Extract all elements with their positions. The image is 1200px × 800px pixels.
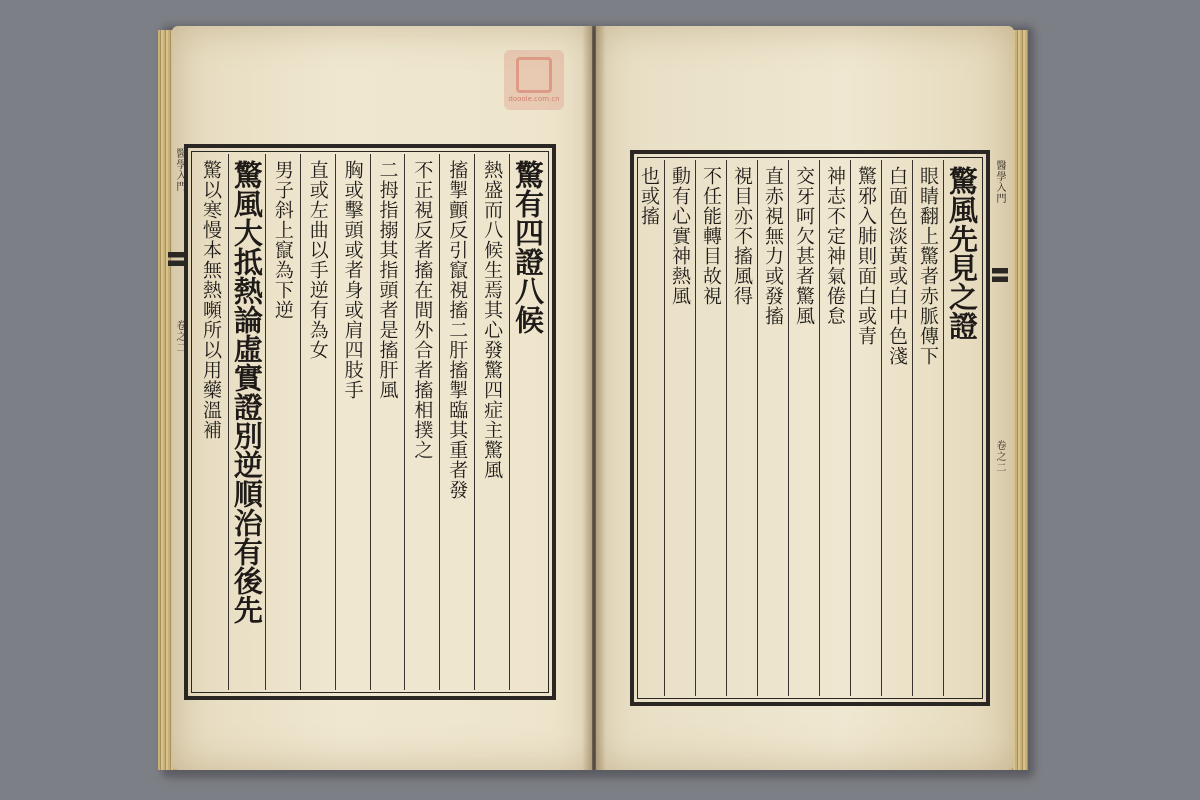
column-text: 視目亦不搐風得: [731, 166, 753, 306]
column-text: 神志不定神氣倦怠: [824, 166, 846, 326]
right-columns: [640, 160, 980, 696]
column-text: 熱盛而八候生焉其心發驚四症主驚風: [481, 160, 504, 480]
column-text: 胸或擊頭或者身或肩四肢手: [341, 160, 364, 400]
text-column: [881, 160, 912, 696]
left-columns: [194, 154, 546, 690]
text-column: [474, 154, 509, 690]
text-column: [850, 160, 881, 696]
text-column: [726, 160, 757, 696]
text-column: [819, 160, 850, 696]
column-heading-text: 驚風大抵熱論虛實證別逆順治有後先: [229, 160, 264, 624]
column-text: 驚邪入肺則面白或青: [855, 166, 877, 346]
watermark-label: dooole.com.cn: [508, 95, 560, 103]
text-column: [439, 154, 474, 690]
right-fish-tail-mark: [992, 268, 1008, 282]
text-column: [404, 154, 439, 690]
text-column: [370, 154, 405, 690]
left-text-frame: [184, 144, 556, 700]
column-text: 動有心實神熱風: [669, 166, 691, 306]
watermark-seal: [504, 50, 564, 110]
text-column: [335, 154, 370, 690]
right-margin-chapter: 卷之二: [994, 440, 1005, 473]
text-column: [943, 160, 980, 696]
text-column: [228, 154, 265, 690]
left-fish-tail-mark: [168, 252, 184, 266]
column-text: 不正視反者搐在間外合者搐相撲之: [411, 160, 434, 460]
column-text: 交牙呵欠甚者驚風: [793, 166, 815, 326]
text-column: [664, 160, 695, 696]
column-text: 二拇指搦其指頭者是搐肝風: [376, 160, 399, 400]
right-margin-strip: [990, 160, 1008, 360]
book-gutter: [582, 26, 606, 770]
seal-glyph: [516, 57, 552, 93]
text-column: [509, 154, 546, 690]
column-text: 男子斜上竄為下逆: [271, 160, 294, 320]
text-column: [788, 160, 819, 696]
column-text: 白面色淡黃或白中色淺: [886, 166, 908, 366]
column-heading-text: 驚有四證八候: [511, 160, 545, 334]
text-column: [194, 154, 228, 690]
column-text: 驚以寒慢本無熱嚬所以用藥溫補: [199, 160, 222, 440]
text-column: [757, 160, 788, 696]
column-text: 不任能轉目故視: [700, 166, 722, 306]
column-text: 搐掣顫反引竄視搐二肝搐掣臨其重者發: [446, 160, 469, 500]
text-column: [300, 154, 335, 690]
column-heading-text: 驚風先見之證: [945, 166, 979, 340]
left-margin-chapter: 卷之二: [174, 320, 185, 353]
text-column: [912, 160, 943, 696]
column-text: 眼睛翻上驚者赤脈傳下: [917, 166, 939, 366]
column-text: 直或左曲以手逆有為女: [306, 160, 329, 360]
column-text: 也或搐: [638, 166, 660, 226]
column-text: 直赤視無力或發搐: [762, 166, 784, 326]
open-book: [158, 20, 1030, 772]
left-margin-title: 醫學入門: [174, 148, 185, 192]
right-margin-title: 醫學入門: [994, 160, 1005, 204]
right-margin-chapter-strip: [990, 440, 1008, 640]
text-column: [695, 160, 726, 696]
text-column: [265, 154, 300, 690]
text-column: [634, 160, 664, 696]
right-text-frame: [630, 150, 990, 706]
